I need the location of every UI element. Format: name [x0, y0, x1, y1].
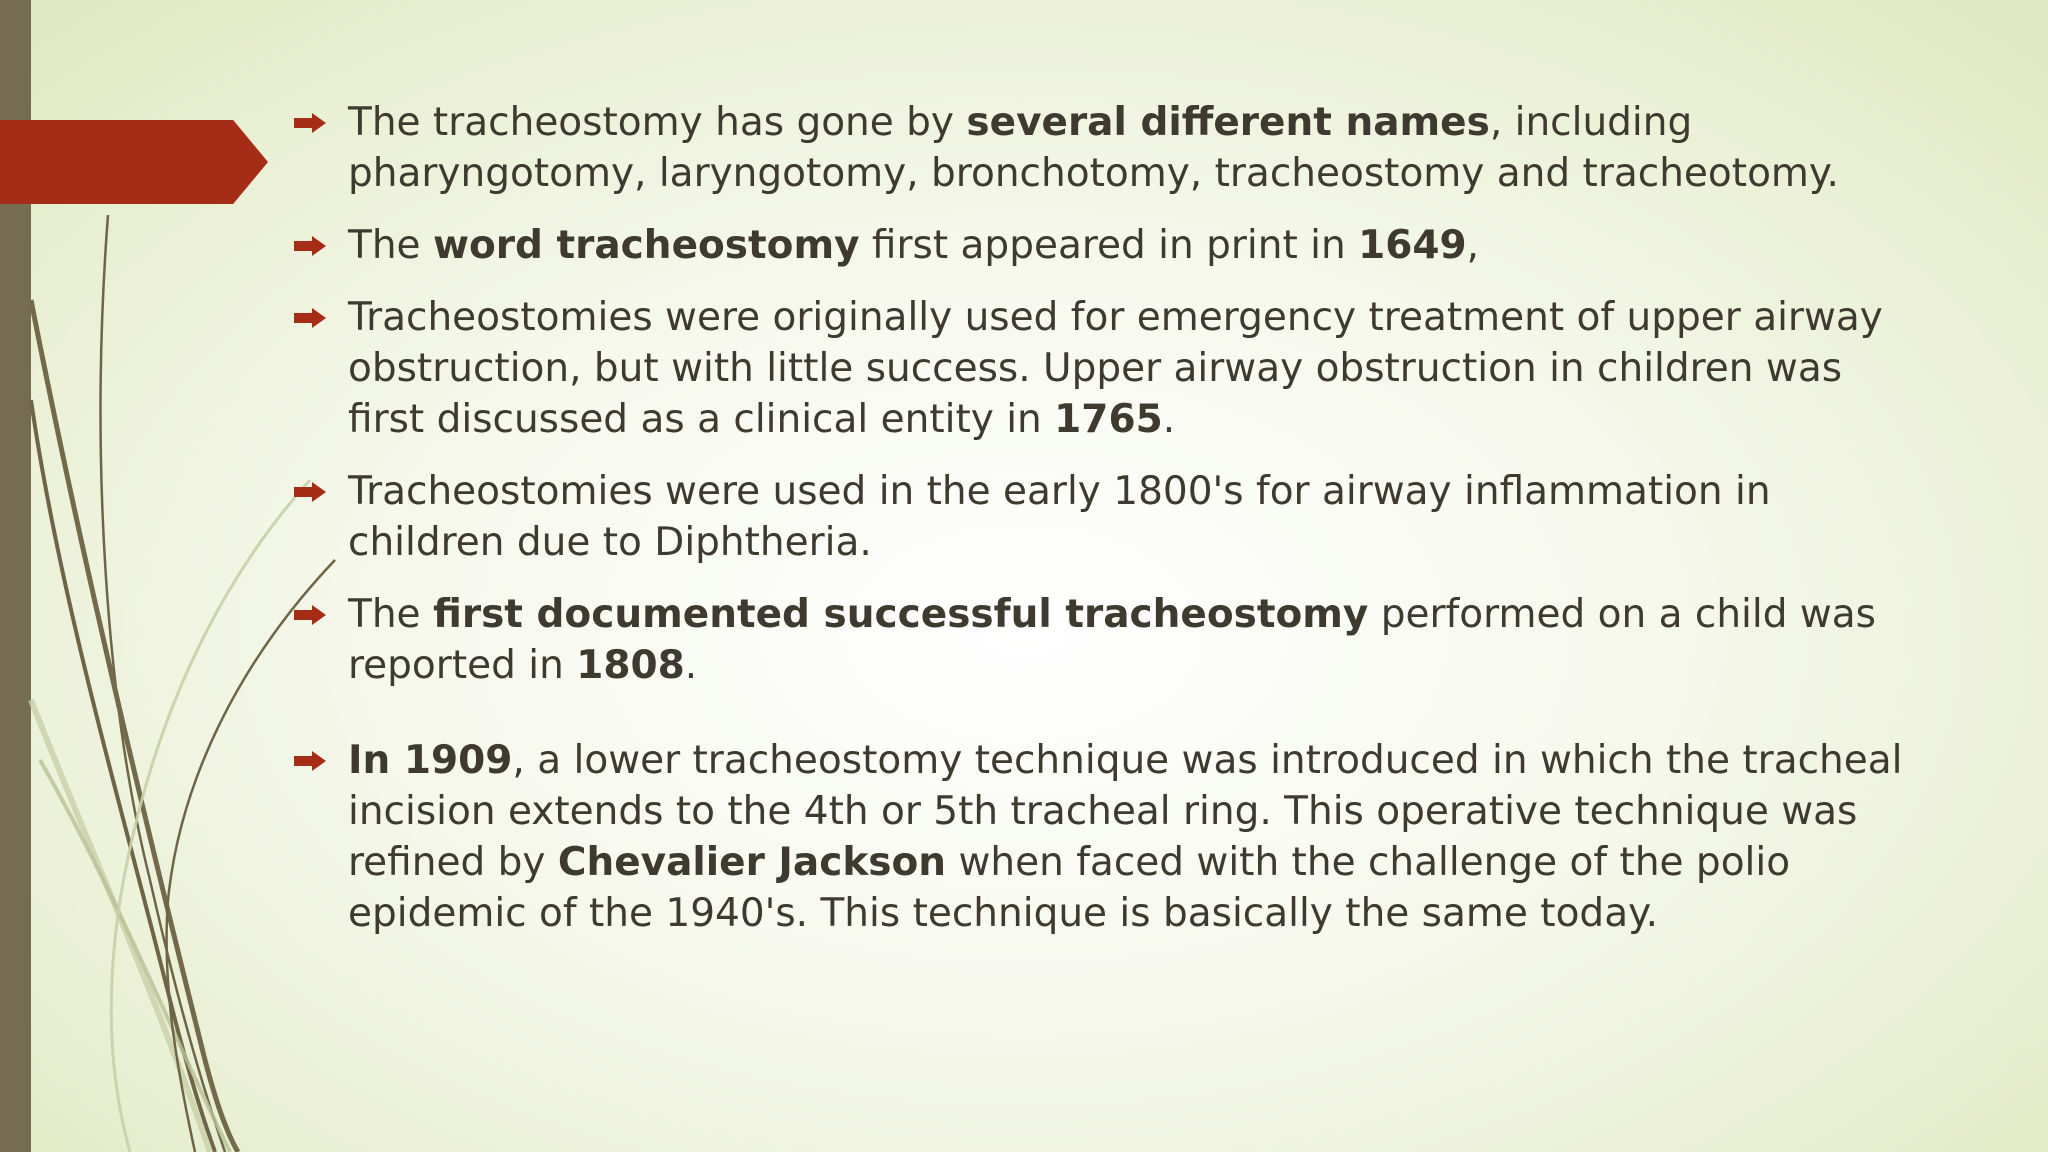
bold-text-run: Chevalier Jackson [557, 840, 947, 885]
bullet-item [290, 220, 1930, 271]
bullet-item [290, 466, 1930, 568]
text-run: The [348, 592, 433, 637]
bullet-text [348, 97, 1930, 199]
bold-text-run: 1649 [1358, 223, 1467, 268]
text-run: , [1466, 223, 1480, 268]
arrow-right-icon [294, 236, 326, 256]
arrow-right-icon [294, 751, 326, 771]
text-run: first appeared in print in [859, 223, 1359, 268]
arrow-right-icon [294, 482, 326, 502]
text-run: when faced with the challenge of the polio epidemic of the 1940's. This technique is basically the same today. [348, 840, 1791, 936]
bullet-text [348, 466, 1930, 568]
bold-text-run: 1765 [1054, 397, 1163, 442]
red-arrow-tab [0, 120, 268, 204]
text-run: Tracheostomies were originally used for emergency treatment of upper airway obstruction, but with little success. Upper airway obstruction in children was first discussed as a clinical entity in [348, 295, 1883, 442]
text-run: Tracheostomies were used in the early 1800's for airway inflammation in children due to Diphtheria. [348, 469, 1771, 565]
arrow-right-icon [294, 605, 326, 625]
bold-text-run: word tracheostomy [432, 223, 860, 268]
bullet-list [290, 97, 1930, 960]
bullet-text [348, 220, 1930, 271]
text-run: , a lower tracheostomy technique was introduced in which the tracheal incision extends to the 4th or 5th tracheal ring. This operative technique was refined by [348, 738, 1903, 885]
bullet-item [290, 292, 1930, 445]
text-run: The [348, 223, 433, 268]
bold-text-run: first documented successful tracheostomy [432, 592, 1369, 637]
bullet-item [290, 589, 1930, 691]
bullet-item [290, 97, 1930, 199]
text-run: performed on a child was reported in [348, 592, 1876, 688]
text-run: The tracheostomy has gone by [348, 100, 967, 145]
bullet-text [348, 589, 1930, 691]
text-run: , including pharyngotomy, laryngotomy, bronchotomy, tracheostomy and tracheotomy. [348, 100, 1839, 196]
text-run: . [684, 643, 698, 688]
text-run: . [1162, 397, 1176, 442]
arrow-right-icon [294, 113, 326, 133]
arrow-right-icon [294, 308, 326, 328]
bullet-text [348, 292, 1930, 445]
bullet-item [290, 735, 1930, 939]
bullet-text [348, 735, 1930, 939]
bold-text-run: several different names [966, 100, 1490, 145]
bold-text-run: 1808 [576, 643, 685, 688]
bold-text-run: In 1909 [348, 738, 513, 783]
